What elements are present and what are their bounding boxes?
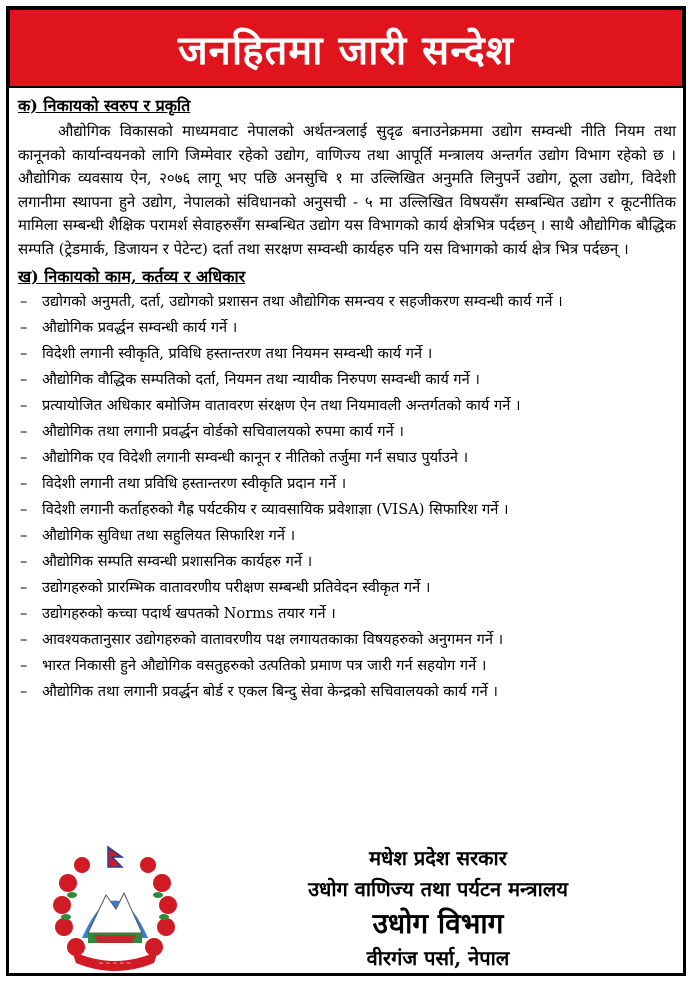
issuer-government: मधेश प्रदेश सरकार — [369, 846, 507, 870]
list-item: – विदेशी लगानी स्वीकृति, प्रविधि हस्तान्तरण तथा नियमन सम्वन्धी कार्य गर्ने । — [20, 345, 433, 362]
issuer-text — [208, 843, 668, 973]
section-a-heading: क) निकायको स्वरुप र प्रकृति — [18, 96, 191, 115]
list-item: – औद्योगिक वौद्धिक सम्पतिको दर्ता, नियमन तथा न्यायीक निरुपण सम्वन्धी कार्य गर्ने । — [20, 371, 480, 388]
list-item: – औद्योगिक सुविधा तथा सहुलियत सिफारिश गर्ने । — [20, 527, 296, 544]
notice-title: जनहितमा जारी सन्देश — [177, 27, 514, 74]
list-item: – औद्योगिक सम्पति सम्वन्धी प्रशासनिक कार्यहरु गर्ने । — [20, 553, 313, 570]
list-item: – औद्योगिक प्रवर्द्धन सम्वन्धी कार्य गर्ने । — [20, 319, 238, 336]
list-item: – उद्योगहरुको प्रारम्भिक वातावरणीय परीक्षण सम्बन्धी प्रतिवेदन स्वीकृत गर्ने । — [20, 579, 431, 596]
issuer-footer — [8, 835, 684, 975]
list-item: – औद्योगिक एव विदेशी लगानी सम्वन्धी कानून र नीतिको तर्जुमा गर्न सघाउ पुर्याउने । — [20, 449, 469, 466]
list-item: – औद्योगिक तथा लगानी प्रवर्द्धन बोर्ड र एकल बिन्दु सेवा केन्द्रको सचिवालयको कार्य गर्ने । — [20, 683, 498, 700]
list-item: – विदेशी लगानी कर्ताहरुको गैह्र पर्यटकीय र व्यावसायिक प्रवेशाज्ञा (VISA) सिफारिश गर्ने । — [20, 501, 509, 518]
list-item: – औद्योगिक तथा लगानी प्रवर्द्धन वोर्डको सचिवालयको रुपमा कार्य गर्ने । — [20, 423, 404, 440]
list-item: – विदेशी लगानी तथा प्रविधि हस्तान्तरण स्वीकृति प्रदान गर्ने । — [20, 475, 347, 492]
svg-text:~ ~ ~ ~ ~: ~ ~ ~ ~ ~ — [98, 960, 132, 967]
list-item: – उद्योगको अनुमती, दर्ता, उद्योगको प्रशासन तथा औद्योगिक समन्वय र सहजीकरण सम्वन्धी कार्य गर्ने । — [20, 293, 563, 310]
issuer-ministry: उधोग वाणिज्य तथा पर्यटन मन्त्रालय — [308, 877, 568, 901]
notice-body — [14, 94, 680, 707]
list-item: – प्रत्यायोजित अधिकार बमोजिम वातावरण संरक्षण ऐन तथा नियमावली अन्तर्गतको कार्य गर्ने । — [20, 397, 521, 414]
issuer-department: उधोग विभाग — [372, 907, 504, 940]
list-item: – आवश्यकतानुसार उद्योगहरुको वातावरणीय पक्ष लगायतकाका विषयहरुको अनुगमन गर्ने । — [20, 631, 504, 648]
list-item: – भारत निकासी हुने औद्योगिक वसतुहरुको उत्पतिको प्रमाण पत्र जारी गर्न सहयोग गर्ने । — [20, 657, 487, 674]
nepal-emblem-icon — [50, 843, 180, 973]
section-a-paragraph: औद्योगिक विकासको माध्यमवाट नेपालको अर्थतन्त्रलाई सुदृढ बनाउनेक्रममा उद्योग सम्वन्धी नीति नियम तथा कानूनको कार्यान्वयनको लागि जिम्मेवार रहेको उद्योग, वाणिज्य तथा आपूर्ति मन्त्रालय अन्तर्गत उद्योग विभाग रहेको छ । औद्योगिक व्यवसाय ऐन, २०७६ लागू भए पछि अनसुचि १ मा उल्लिखित अनुमति लिनुपर्ने उद्योग, ठूला उद्योग, विदेशी लगानीमा स्थापना हुने उद्योग, नेपालको संविधानको अनुसची - ५ मा उल्लिखित विषयसँग सम्बन्धित उद्योग र कूटनीतिक मामिला सम्बन्धी शैक्षिक परामर्श सेवाहरुसँग सम्बन्धित उद्योग यस विभागको कार्य क्षेत्रभित्र पर्दछन् । साथै औद्योगिक बौद्धिक सम्पति (ट्रेडमार्क, डिजायन र पेटेन्ट) दर्ता तथा सरक्षण सम्वन्धी कार्यहरु पनि यस विभागको कार्य क्षेत्र भित्र पर्दछन् । — [18, 122, 676, 258]
issuer-address: वीरगंज पर्सा, नेपाल — [366, 946, 510, 970]
notice-banner — [8, 8, 684, 88]
duties-list — [14, 291, 680, 703]
section-b-heading: ख) निकायको काम, कर्तव्य र अधिकार — [18, 267, 246, 286]
list-item: – उद्योगहरुको कच्चा पदार्थ खपतको Norms तयार गर्ने । — [20, 605, 336, 622]
